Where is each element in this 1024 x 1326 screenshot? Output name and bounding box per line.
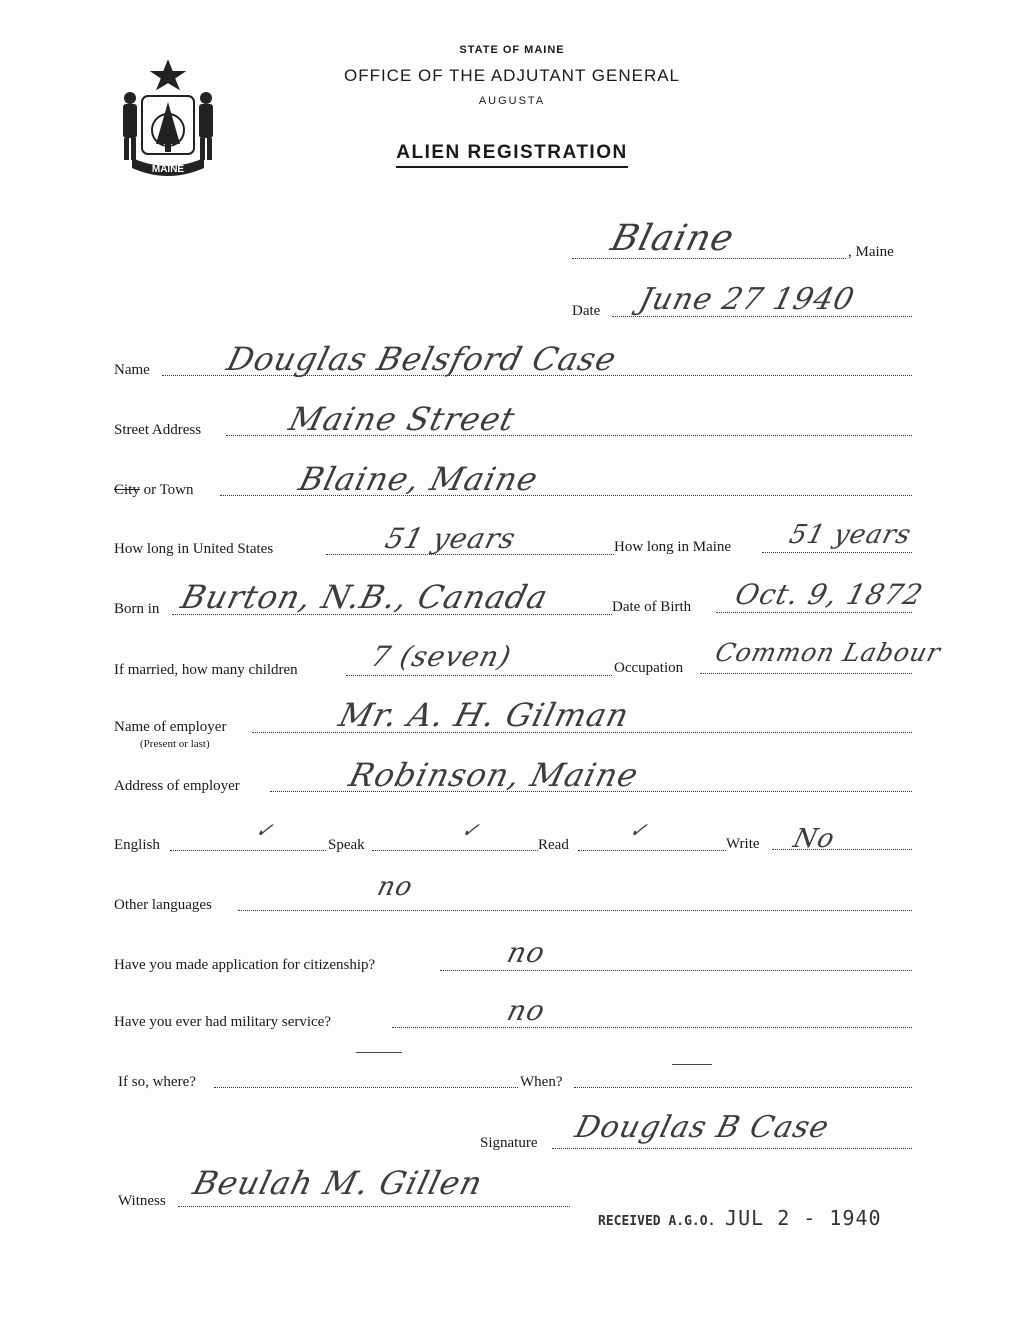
maine-state-seal-icon — [112, 58, 224, 186]
born-label: Born in — [114, 601, 160, 617]
employer-address-label: Address of employer — [114, 778, 240, 794]
street-entry: Maine Street — [285, 400, 520, 438]
employer-label: Name of employer — [114, 719, 227, 735]
employer-entry: Mr. A. H. Gilman — [335, 696, 634, 734]
witness-label: Witness — [118, 1193, 166, 1209]
city-label-rest: or Town — [139, 482, 194, 498]
employer-sublabel: (Present or last) — [140, 738, 210, 750]
english-check: ✓ — [253, 818, 277, 842]
military-label: Have you ever had military service? — [114, 1014, 331, 1030]
occupation-entry: Common Labour — [712, 638, 944, 667]
form-title: ALIEN REGISTRATION — [396, 142, 627, 168]
occupation-label: Occupation — [614, 660, 684, 676]
us-label: How long in United States — [114, 541, 274, 557]
place-suffix-label: , Maine — [848, 244, 894, 260]
employer-address-entry: Robinson, Maine — [345, 756, 643, 794]
write-entry: No — [790, 824, 839, 854]
other-languages-entry: no — [374, 872, 417, 902]
military-entry: no — [503, 994, 550, 1027]
header-city: AUGUSTA — [478, 95, 546, 107]
maine-label: How long in Maine — [614, 539, 732, 555]
other-languages-label: Other languages — [114, 897, 212, 913]
dob-label: Date of Birth — [612, 599, 692, 615]
received-stamp — [598, 1206, 882, 1230]
signature-entry: Douglas B Case — [571, 1110, 833, 1145]
when-label: When? — [520, 1074, 563, 1090]
citizenship-label: Have you made application for citizenship? — [114, 957, 376, 973]
city-label-struck: City — [114, 482, 140, 498]
date-label: Date — [572, 303, 601, 319]
children-entry: 7 (seven) — [367, 640, 516, 673]
children-label: If married, how many children — [114, 662, 298, 678]
header-state: STATE OF MAINE — [459, 44, 565, 56]
signature-label: Signature — [480, 1135, 538, 1151]
speak-label: Speak — [328, 837, 365, 853]
place-entry: Blaine — [606, 218, 739, 259]
us-years-entry: 51 years — [381, 522, 520, 555]
city-entry: Blaine, Maine — [295, 460, 543, 498]
where-label: If so, where? — [118, 1074, 196, 1090]
stamp-date: JUL 2 - 1940 — [725, 1206, 882, 1230]
date-entry: June 27 1940 — [635, 282, 859, 317]
header-office: OFFICE OF THE ADJUTANT GENERAL — [343, 66, 681, 85]
name-label: Name — [114, 362, 150, 378]
write-label: Write — [726, 836, 760, 852]
read-check: ✓ — [627, 818, 651, 842]
street-label: Street Address — [114, 422, 202, 438]
stamp-received-text: RECEIVED A.G.O. — [598, 1214, 716, 1229]
maine-years-entry: 51 years — [786, 520, 915, 550]
witness-entry: Beulah M. Gillen — [189, 1164, 487, 1202]
dob-entry: Oct. 9, 1872 — [731, 578, 927, 611]
seal-text: MAINE — [151, 164, 185, 175]
name-entry: Douglas Belsford Case — [223, 340, 621, 378]
born-entry: Burton, N.B., Canada — [177, 578, 553, 616]
city-label — [114, 482, 194, 499]
english-label: English — [114, 837, 160, 853]
speak-check: ✓ — [459, 818, 483, 842]
read-label: Read — [538, 837, 569, 853]
citizenship-entry: no — [503, 936, 550, 969]
